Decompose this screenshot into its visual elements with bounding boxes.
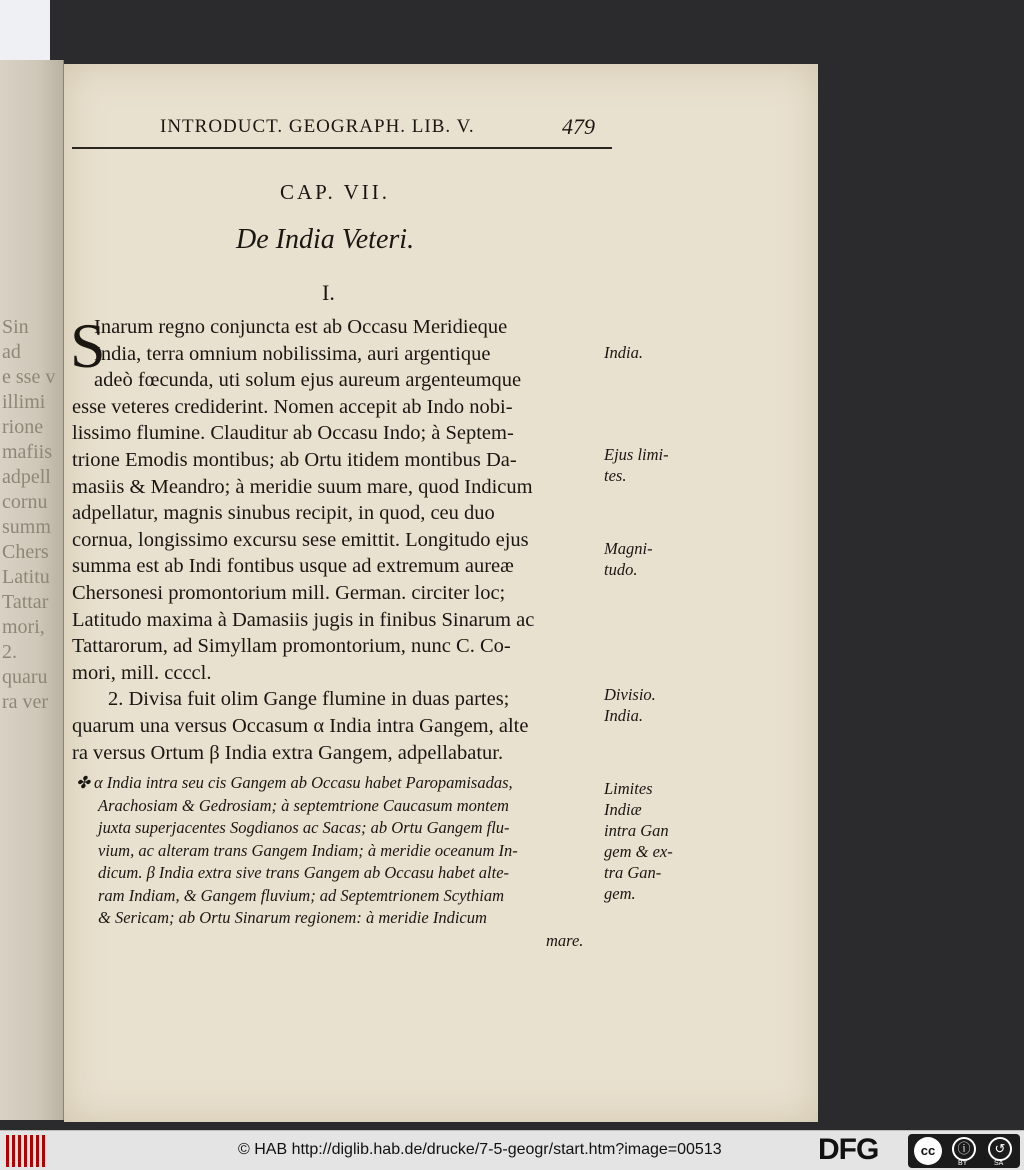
note-line: ✤ α India intra seu cis Gangem ab Occasu habet Paropamisadas,	[76, 773, 513, 792]
margin-line: Magni-	[604, 539, 653, 558]
margin-line: gem & ex-	[604, 842, 673, 861]
note-line: mare.	[546, 930, 584, 950]
prev-line: Latitu	[2, 566, 50, 588]
margin-line: Indiæ	[604, 800, 642, 819]
share-alike-icon: ↺	[988, 1137, 1012, 1161]
prev-line: illimi	[2, 391, 46, 413]
margin-note-limites	[604, 444, 669, 486]
prev-line: mafiis	[2, 441, 52, 463]
section-number: I.	[322, 280, 335, 305]
margin-line: Ejus limi-	[604, 445, 669, 464]
prev-line: quaru	[2, 666, 48, 688]
top-left-blank	[0, 0, 50, 62]
drop-cap: S	[70, 310, 106, 381]
text-line: masiis & Meandro; à meridie suum mare, quod Indicum	[72, 475, 533, 498]
by-label: BY	[958, 1160, 968, 1167]
note-line: Arachosiam & Gedrosiam; à septemtrione Caucasum montem	[98, 795, 509, 815]
header-rule	[72, 147, 612, 149]
text-line: trione Emodis montibus; ab Ortu itidem montibus Da-	[72, 448, 517, 471]
prev-line: rione	[2, 416, 44, 438]
prev-line: mori,	[2, 616, 45, 638]
note-line: ram Indiam, & Gangem fluvium; ad Septemtrionem Scythiam	[98, 885, 505, 905]
margin-line: tra Gan-	[604, 863, 662, 882]
text-line: Inarum regno conjuncta est ab Occasu Meridieque	[94, 316, 508, 338]
dfg-logo: DFG	[818, 1133, 879, 1166]
previous-page-text	[2, 315, 62, 715]
chapter-heading: CAP. VII.	[280, 180, 391, 204]
creative-commons-badge[interactable]	[908, 1134, 1020, 1168]
prev-line: adpell	[2, 466, 51, 488]
text-line: adeò fœcunda, uti solum ejus aureum argenteumque	[94, 369, 522, 392]
text-line: lissimo flumine. Clauditur ab Occasu Indo; à Septem-	[72, 422, 514, 445]
margin-note-limites-indiae	[604, 778, 673, 904]
previous-page-edge	[0, 60, 64, 1120]
margin-line: India.	[604, 706, 643, 725]
margin-line: gem.	[604, 884, 636, 903]
margin-line: Divisio.	[604, 685, 656, 704]
margin-note-india: India.	[604, 343, 643, 362]
text-line: summa est ab Indi fontibus usque ad extremum aureæ	[72, 555, 514, 578]
running-head: INTRODUCT. GEOGRAPH. LIB. V.	[160, 116, 475, 137]
text-line: quarum una versus Occasum α India intra Gangem, alte	[72, 714, 529, 737]
book-page	[64, 64, 818, 1122]
margin-line: tudo.	[604, 560, 638, 579]
note-line: vium, ac alteram trans Gangem Indiam; à meridie oceanum In-	[98, 840, 518, 860]
text-line: Chersonesi promontorium mill. German. circiter loc;	[72, 581, 506, 604]
text-line: adpellatur, magnis sinubus recipit, in quod, ceu duo	[72, 502, 495, 525]
prev-line: 2.	[2, 641, 17, 663]
text-line: cornua, longissimo excursu sese emittit. Longitudo ejus	[72, 528, 529, 551]
note-line: dicum. β India extra sive trans Gangem ab Occasu habet alte-	[98, 863, 510, 882]
footnote-text	[76, 772, 600, 952]
text-line: ra versus Ortum β India extra Gangem, adpellabatur.	[72, 741, 504, 764]
sa-label: SA	[994, 1160, 1004, 1167]
note-line: & Sericam; ab Ortu Sinarum regionem: à meridie Indicum	[98, 908, 487, 927]
margin-line: intra Gan	[604, 821, 669, 840]
note-line: juxta superjacentes Sogdianos ac Sacas; ab Ortu Gangem flu-	[98, 818, 510, 837]
text-line: esse veteres crediderint. Nomen accepit ab Indo nobi-	[72, 395, 513, 418]
prev-line: ra ver	[2, 691, 49, 713]
prev-line: Chers	[2, 541, 49, 563]
source-link[interactable]: © HAB http://diglib.hab.de/drucke/7-5-geogr/start.htm?image=00513	[238, 1141, 722, 1158]
text-line: India, terra omnium nobilissima, auri argentique	[94, 342, 491, 365]
page-number: 479	[562, 114, 595, 139]
text-line: Tattarorum, ad Simyllam promontorium, nunc C. Co-	[72, 635, 511, 658]
viewer-footer	[0, 1130, 1024, 1170]
prev-line: summ	[2, 516, 51, 538]
cc-icon: cc	[914, 1137, 942, 1165]
library-barcode-logo	[6, 1135, 46, 1167]
text-line: 2. Divisa fuit olim Gange flumine in duas partes;	[108, 688, 510, 711]
prev-line: e sse v	[2, 366, 56, 388]
text-line: Latitudo maxima à Damasiis jugis in finibus Sinarum ac	[72, 608, 535, 631]
main-text	[70, 310, 604, 766]
margin-note-magnitudo	[604, 538, 653, 580]
text-line: mori, mill. ccccl.	[72, 661, 212, 684]
prev-line: ad	[2, 341, 21, 363]
margin-line: tes.	[604, 466, 627, 485]
prev-line: cornu	[2, 491, 48, 513]
chapter-title: De India Veteri.	[236, 224, 415, 255]
prev-line: Tattar	[2, 591, 49, 613]
margin-line: Limites	[604, 779, 653, 798]
prev-line: Sin	[2, 316, 29, 338]
margin-note-divisio	[604, 684, 656, 726]
by-attribution-icon: ⓘ	[952, 1137, 976, 1161]
